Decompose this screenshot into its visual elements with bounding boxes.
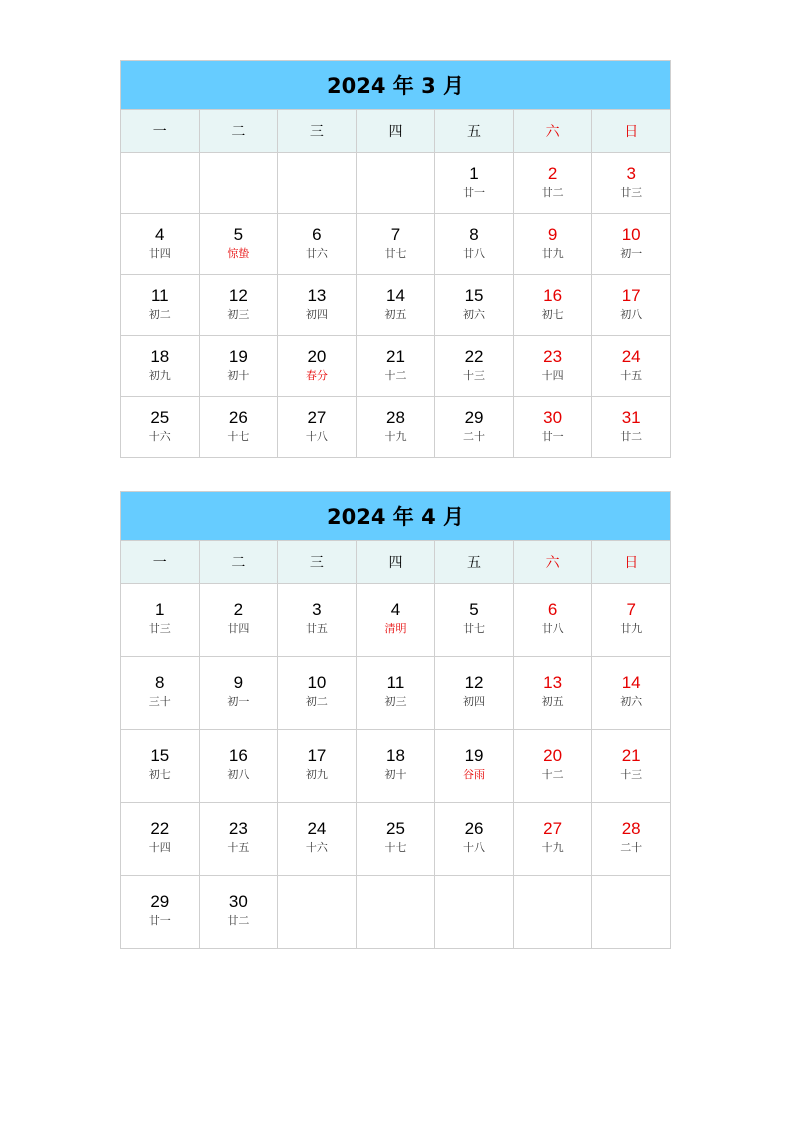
day-number: 13 — [543, 673, 563, 692]
lunar-date-label: 廿一 — [463, 186, 486, 199]
day-cell[interactable] — [356, 657, 435, 730]
lunar-date-label: 初八 — [620, 308, 643, 321]
day-number: 4 — [390, 600, 401, 619]
day-number: 23 — [543, 347, 563, 366]
empty-day-cell — [513, 876, 592, 949]
day-number: 25 — [386, 819, 405, 838]
day-number: 18 — [386, 746, 405, 765]
day-number: 26 — [228, 408, 248, 427]
empty-day-cell — [278, 876, 357, 949]
day-cell[interactable] — [592, 803, 671, 876]
day-cell[interactable] — [278, 397, 357, 458]
day-cell[interactable] — [435, 803, 514, 876]
lunar-date-label: 十三 — [620, 768, 643, 781]
lunar-date-label: 廿六 — [305, 247, 328, 260]
lunar-date-label: 廿九 — [541, 247, 564, 260]
day-number: 30 — [228, 892, 248, 911]
day-cell[interactable] — [278, 657, 357, 730]
lunar-date-label: 初七 — [148, 768, 171, 781]
week-row — [121, 730, 671, 803]
day-number: 29 — [150, 892, 170, 911]
day-number: 24 — [621, 347, 641, 366]
empty-day-cell — [592, 876, 671, 949]
day-number: 19 — [228, 347, 248, 366]
calendar-april — [120, 491, 671, 949]
day-number: 7 — [626, 600, 636, 619]
lunar-date-label: 初五 — [541, 695, 564, 708]
day-number: 14 — [386, 286, 405, 305]
day-cell[interactable] — [435, 584, 514, 657]
day-number: 6 — [312, 225, 322, 244]
lunar-date-label: 三十 — [148, 695, 171, 708]
empty-day-cell — [356, 876, 435, 949]
day-number: 15 — [464, 286, 484, 305]
week-row — [121, 153, 671, 214]
empty-day-cell — [356, 153, 435, 214]
empty-day-cell — [199, 153, 278, 214]
day-number: 17 — [621, 286, 641, 305]
week-row — [121, 803, 671, 876]
weekday-label: 四 — [356, 110, 435, 153]
day-cell[interactable] — [435, 336, 514, 397]
day-cell[interactable] — [121, 336, 200, 397]
weekday-label: 日 — [592, 541, 671, 584]
lunar-date-label: 十二 — [541, 768, 564, 781]
day-number: 26 — [464, 819, 484, 838]
lunar-date-label: 十九 — [541, 841, 564, 854]
lunar-date-label: 初九 — [305, 768, 328, 781]
day-cell[interactable] — [199, 730, 278, 803]
week-row — [121, 657, 671, 730]
day-cell[interactable] — [435, 275, 514, 336]
day-number: 5 — [233, 225, 244, 244]
day-cell[interactable] — [592, 275, 671, 336]
lunar-date-label: 初一 — [227, 695, 250, 708]
day-number: 8 — [469, 225, 479, 244]
lunar-date-label: 二十 — [620, 841, 643, 854]
lunar-date-label: 廿四 — [148, 247, 171, 260]
day-number: 2 — [547, 164, 558, 183]
day-cell[interactable] — [278, 275, 357, 336]
calendar-title: 2024 年 4 月 — [121, 492, 671, 541]
weekday-label: 二 — [199, 110, 278, 153]
day-cell[interactable] — [278, 803, 357, 876]
day-number: 12 — [228, 286, 248, 305]
day-number: 17 — [307, 746, 327, 765]
day-number: 27 — [543, 819, 563, 838]
day-cell[interactable] — [121, 584, 200, 657]
day-number: 15 — [150, 746, 170, 765]
calendar-days — [121, 153, 671, 458]
day-cell[interactable] — [592, 730, 671, 803]
day-cell[interactable] — [592, 336, 671, 397]
day-cell[interactable] — [513, 397, 592, 458]
day-number: 22 — [150, 819, 170, 838]
weekday-label: 一 — [121, 110, 200, 153]
lunar-date-label: 初五 — [384, 308, 407, 321]
lunar-date-label: 初十 — [384, 768, 407, 781]
lunar-date-label: 廿八 — [541, 622, 564, 635]
weekday-header-row — [121, 110, 671, 153]
lunar-date-label: 十四 — [148, 841, 171, 854]
day-cell[interactable] — [592, 657, 671, 730]
day-number: 14 — [621, 673, 641, 692]
day-cell[interactable] — [356, 336, 435, 397]
day-number: 21 — [386, 347, 405, 366]
weekday-label: 三 — [278, 541, 357, 584]
lunar-date-label: 初十 — [227, 369, 250, 382]
empty-day-cell — [435, 876, 514, 949]
lunar-date-label: 十九 — [384, 430, 407, 443]
lunar-date-label: 初一 — [620, 247, 643, 260]
day-number: 28 — [621, 819, 641, 838]
weekday-label: 五 — [435, 541, 514, 584]
lunar-date-label: 廿九 — [620, 622, 643, 635]
day-number: 29 — [464, 408, 484, 427]
day-cell[interactable] — [513, 730, 592, 803]
day-number: 20 — [307, 347, 327, 366]
day-number: 22 — [464, 347, 484, 366]
day-cell[interactable] — [121, 803, 200, 876]
day-cell[interactable] — [278, 584, 357, 657]
day-number: 12 — [464, 673, 484, 692]
day-number: 20 — [543, 746, 563, 765]
week-row — [121, 397, 671, 458]
solar-term-label: 谷雨 — [463, 768, 486, 781]
lunar-date-label: 十三 — [463, 369, 486, 382]
day-number: 24 — [307, 819, 327, 838]
day-cell[interactable] — [278, 730, 357, 803]
day-number: 21 — [621, 746, 641, 765]
day-cell[interactable] — [513, 657, 592, 730]
solar-term-label: 清明 — [384, 622, 407, 635]
lunar-date-label: 初二 — [148, 308, 171, 321]
day-cell[interactable] — [278, 336, 357, 397]
day-number: 27 — [307, 408, 327, 427]
week-row — [121, 275, 671, 336]
lunar-date-label: 廿七 — [384, 247, 407, 260]
weekday-label: 日 — [592, 110, 671, 153]
day-number: 1 — [155, 600, 165, 619]
day-cell[interactable] — [199, 397, 278, 458]
day-cell[interactable] — [513, 214, 592, 275]
weekday-label: 一 — [121, 541, 200, 584]
lunar-date-label: 初六 — [463, 308, 486, 321]
day-cell[interactable] — [121, 730, 200, 803]
weekday-label: 六 — [513, 110, 592, 153]
lunar-date-label: 廿二 — [227, 914, 250, 927]
day-cell[interactable] — [513, 275, 592, 336]
calendar-march — [120, 60, 671, 458]
day-cell[interactable] — [356, 803, 435, 876]
lunar-date-label: 初八 — [227, 768, 250, 781]
lunar-date-label: 廿四 — [227, 622, 250, 635]
lunar-date-label: 廿三 — [620, 186, 643, 199]
lunar-date-label: 十八 — [463, 841, 486, 854]
day-cell[interactable] — [592, 397, 671, 458]
day-cell[interactable] — [199, 803, 278, 876]
day-cell[interactable] — [199, 214, 278, 275]
day-cell[interactable] — [356, 214, 435, 275]
lunar-date-label: 廿五 — [305, 622, 328, 635]
week-row — [121, 336, 671, 397]
day-number: 7 — [390, 225, 401, 244]
day-cell[interactable] — [199, 275, 278, 336]
lunar-date-label: 十六 — [148, 430, 171, 443]
lunar-date-label: 初七 — [541, 308, 564, 321]
day-cell[interactable] — [435, 397, 514, 458]
day-number: 28 — [386, 408, 405, 427]
day-number: 10 — [621, 225, 641, 244]
day-number: 2 — [233, 600, 244, 619]
calendar-title: 2024 年 3 月 — [121, 61, 671, 110]
day-number: 10 — [307, 673, 327, 692]
weekday-label: 六 — [513, 541, 592, 584]
day-number: 1 — [469, 164, 479, 183]
day-number: 5 — [469, 600, 479, 619]
day-cell[interactable] — [199, 584, 278, 657]
day-cell[interactable] — [356, 730, 435, 803]
day-cell[interactable] — [121, 876, 200, 949]
lunar-date-label: 十二 — [384, 369, 407, 382]
lunar-date-label: 初二 — [305, 695, 328, 708]
day-cell[interactable] — [199, 657, 278, 730]
day-cell[interactable] — [513, 803, 592, 876]
day-number: 23 — [228, 819, 248, 838]
day-number: 6 — [547, 600, 558, 619]
week-row — [121, 584, 671, 657]
day-number: 8 — [155, 673, 165, 692]
day-cell[interactable] — [356, 275, 435, 336]
day-number: 4 — [155, 225, 165, 244]
lunar-date-label: 初三 — [227, 308, 250, 321]
day-cell[interactable] — [278, 214, 357, 275]
calendar-days — [121, 584, 671, 949]
lunar-date-label: 廿一 — [541, 430, 564, 443]
lunar-date-label: 十五 — [620, 369, 643, 382]
day-cell[interactable] — [592, 153, 671, 214]
lunar-date-label: 廿二 — [541, 186, 564, 199]
day-cell[interactable] — [513, 584, 592, 657]
day-number: 3 — [626, 164, 636, 183]
day-cell[interactable] — [435, 730, 514, 803]
lunar-date-label: 廿一 — [148, 914, 171, 927]
day-cell[interactable] — [121, 397, 200, 458]
day-number: 9 — [233, 673, 244, 692]
day-number: 11 — [150, 286, 169, 305]
day-number: 13 — [307, 286, 327, 305]
day-cell[interactable] — [592, 584, 671, 657]
day-cell[interactable] — [435, 214, 514, 275]
lunar-date-label: 十七 — [384, 841, 407, 854]
empty-day-cell — [278, 153, 357, 214]
day-cell[interactable] — [121, 214, 200, 275]
day-cell[interactable] — [513, 336, 592, 397]
day-cell[interactable] — [356, 397, 435, 458]
weekday-label: 五 — [435, 110, 514, 153]
day-cell[interactable] — [199, 876, 278, 949]
empty-day-cell — [121, 153, 200, 214]
day-number: 30 — [543, 408, 563, 427]
lunar-date-label: 十七 — [227, 430, 250, 443]
day-number: 9 — [547, 225, 558, 244]
week-row — [121, 876, 671, 949]
weekday-label: 三 — [278, 110, 357, 153]
lunar-date-label: 初六 — [620, 695, 643, 708]
lunar-date-label: 初四 — [463, 695, 486, 708]
day-cell[interactable] — [121, 657, 200, 730]
lunar-date-label: 十六 — [305, 841, 328, 854]
weekday-label: 四 — [356, 541, 435, 584]
day-number: 3 — [312, 600, 322, 619]
day-cell[interactable] — [435, 153, 514, 214]
day-number: 16 — [228, 746, 248, 765]
solar-term-label: 惊蛰 — [227, 247, 250, 260]
lunar-date-label: 廿八 — [463, 247, 486, 260]
day-number: 25 — [150, 408, 170, 427]
weekday-header-row — [121, 541, 671, 584]
week-row — [121, 214, 671, 275]
lunar-date-label: 十八 — [305, 430, 328, 443]
day-number: 19 — [464, 746, 484, 765]
lunar-date-label: 十四 — [541, 369, 564, 382]
lunar-date-label: 廿二 — [620, 430, 643, 443]
day-number: 31 — [621, 408, 641, 427]
day-number: 16 — [543, 286, 563, 305]
day-cell[interactable] — [435, 657, 514, 730]
day-cell[interactable] — [356, 584, 435, 657]
lunar-date-label: 初四 — [305, 308, 328, 321]
solar-term-label: 春分 — [305, 369, 328, 382]
day-cell[interactable] — [199, 336, 278, 397]
lunar-date-label: 廿七 — [463, 622, 486, 635]
weekday-label: 二 — [199, 541, 278, 584]
day-cell[interactable] — [513, 153, 592, 214]
day-number: 11 — [386, 673, 405, 692]
day-number: 18 — [150, 347, 170, 366]
lunar-date-label: 初三 — [384, 695, 407, 708]
lunar-date-label: 初九 — [148, 369, 171, 382]
lunar-date-label: 廿三 — [148, 622, 171, 635]
day-cell[interactable] — [592, 214, 671, 275]
lunar-date-label: 二十 — [463, 430, 486, 443]
lunar-date-label: 十五 — [227, 841, 250, 854]
day-cell[interactable] — [121, 275, 200, 336]
